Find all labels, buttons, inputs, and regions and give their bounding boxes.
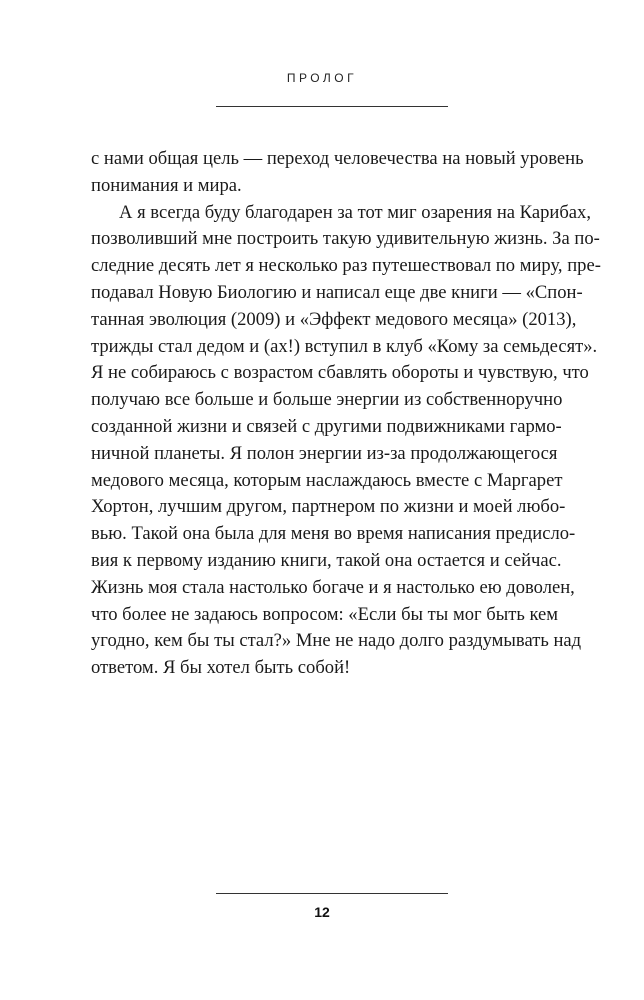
text-line: ничной планеты. Я полон энергии из-за продолжающегося bbox=[91, 442, 558, 464]
text-line: Я не собираюсь с возрастом сбавлять обороты и чувствую, что bbox=[91, 362, 589, 384]
text-line: позволивший мне построить такую удивительную жизнь. За по- bbox=[91, 228, 600, 250]
text-line: трижды стал дедом и (ах!) вступил в клуб «Кому за семьдесят». bbox=[91, 335, 598, 357]
header-rule bbox=[216, 106, 448, 107]
footer-rule bbox=[216, 893, 448, 894]
text-line: получаю все больше и больше энергии из собственноручно bbox=[91, 389, 563, 411]
text-line: Жизнь моя стала настолько богаче и я настолько ею доволен, bbox=[91, 576, 575, 598]
page-number: 12 bbox=[314, 904, 330, 920]
text-line: понимания и мира. bbox=[91, 174, 242, 196]
text-line: следние десять лет я несколько раз путешествовал по миру, пре- bbox=[91, 255, 601, 277]
text-line: А я всегда буду благодарен за тот миг озарения на Карибах, bbox=[119, 201, 591, 223]
text-line: что более не задаюсь вопросом: «Если бы ты мог быть кем bbox=[91, 603, 559, 625]
text-line: угодно, кем бы ты стал?» Мне не надо долго раздумывать над bbox=[91, 630, 582, 652]
text-line: с нами общая цель — переход человечества на новый уровень bbox=[91, 148, 584, 169]
text-line: Хортон, лучшим другом, партнером по жизни и моей любо- bbox=[91, 496, 566, 518]
text-line: танная эволюция (2009) и «Эффект медового месяца» (2013), bbox=[91, 308, 577, 330]
body-text bbox=[91, 146, 601, 682]
text-line: вью. Такой она была для меня во время написания предисло- bbox=[91, 523, 576, 545]
running-head: ПРОЛОГ bbox=[286, 71, 358, 85]
text-line: подавал Новую Биологию и написал еще две книги — «Спон- bbox=[91, 281, 583, 303]
text-line: ответом. Я бы хотел быть собой! bbox=[91, 657, 351, 679]
text-line: вия к первому изданию книги, такой она остается и сейчас. bbox=[91, 549, 562, 571]
text-line: созданной жизни и связей с другими подвижниками гармо- bbox=[91, 415, 562, 437]
text-line: медового месяца, которым наслаждаюсь вместе с Маргарет bbox=[91, 469, 563, 491]
